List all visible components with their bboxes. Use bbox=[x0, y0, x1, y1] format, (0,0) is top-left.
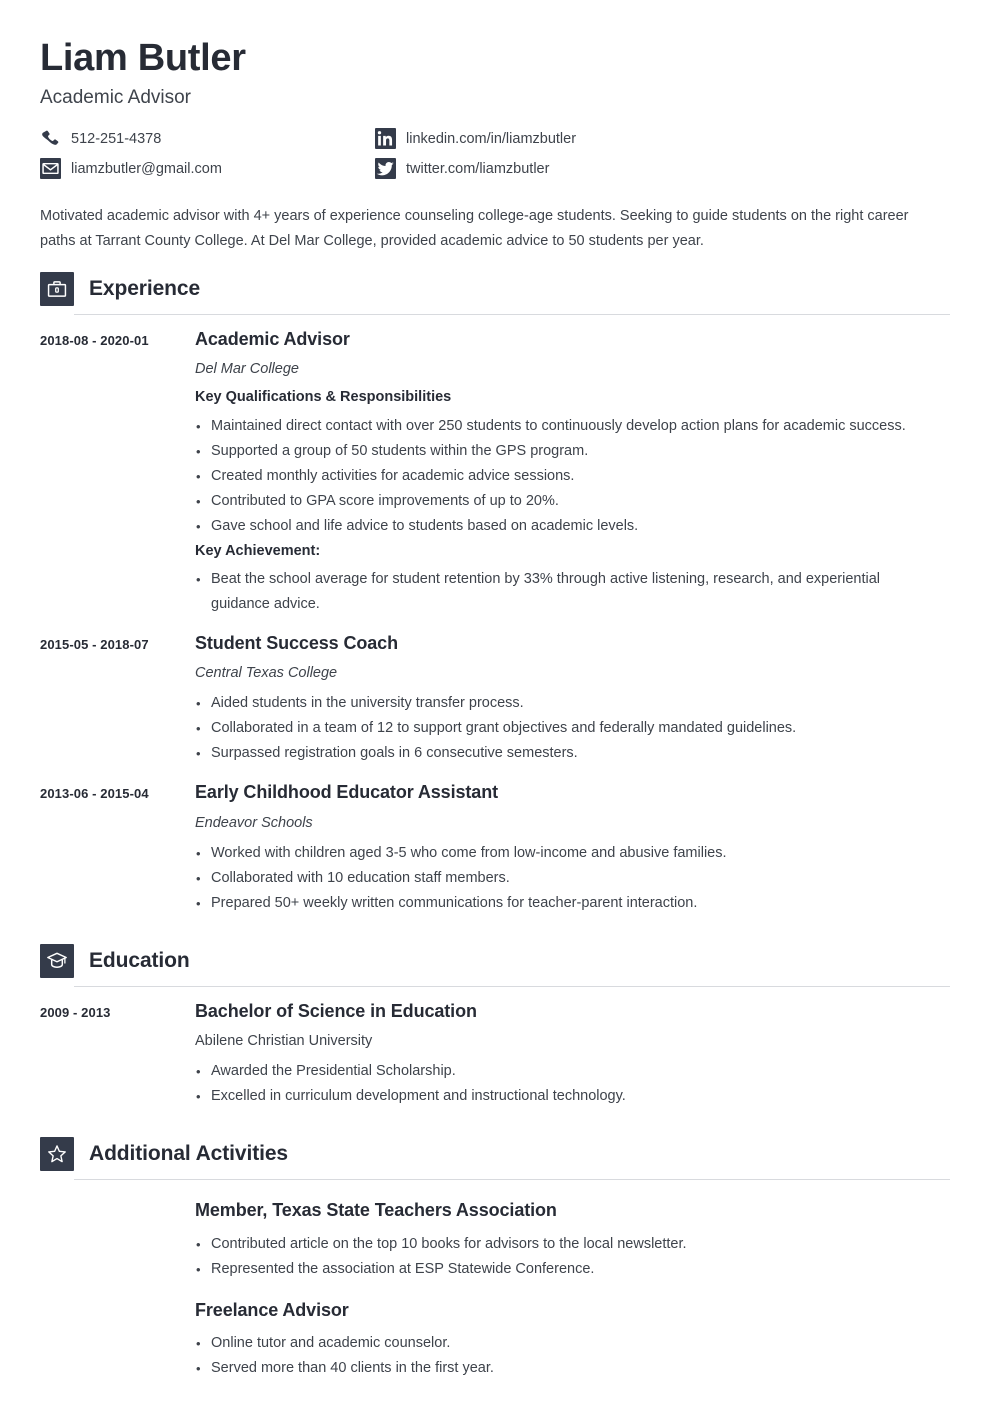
entry-bullet-list bbox=[195, 1059, 940, 1109]
entry-bullet-list bbox=[195, 414, 940, 539]
star-icon bbox=[40, 1137, 74, 1171]
contact-email[interactable] bbox=[40, 158, 375, 180]
list-item: • Contributed article on the top 10 books for advisors to the local newsletter. bbox=[195, 1232, 940, 1257]
entry-date: 2009 - 2013 bbox=[40, 1004, 111, 1020]
contact-info bbox=[40, 128, 950, 180]
entry-subheading-achievement: Key Achievement: bbox=[195, 542, 321, 559]
entry-bullet-list bbox=[195, 841, 940, 916]
professional-summary: Motivated academic advisor with 4+ years of experience counseling college-age students. Seeking to guide students on the right career paths at Tarrant County College. At Del Mar College, provided academic advice to 50 students per year. bbox=[40, 207, 909, 249]
list-item: • Maintained direct contact with over 250 students to continuously develop action plans for academic success. bbox=[195, 414, 940, 439]
entry-date: 2015-05 - 2018-07 bbox=[40, 636, 149, 652]
date-column-spacer bbox=[40, 1300, 195, 1384]
education-entry bbox=[40, 987, 950, 1111]
entry-title: Student Success Coach bbox=[195, 632, 398, 653]
list-item: • Collaborated with 10 education staff members. bbox=[195, 866, 940, 891]
contact-phone[interactable] bbox=[40, 128, 375, 150]
section-title-experience: Experience bbox=[89, 276, 201, 300]
entry-title: Member, Texas State Teachers Association bbox=[195, 1200, 557, 1221]
experience-entry bbox=[40, 619, 950, 768]
date-column-spacer bbox=[40, 1200, 195, 1284]
contact-twitter-text: twitter.com/liamzbutler bbox=[406, 160, 550, 177]
section-title-activities: Additional Activities bbox=[89, 1142, 288, 1166]
page-title: Liam Butler bbox=[40, 37, 246, 79]
experience-entry bbox=[40, 315, 950, 619]
list-item: • Worked with children aged 3-5 who come from low-income and abusive families. bbox=[195, 841, 940, 866]
entry-bullet-list bbox=[195, 1331, 940, 1381]
entry-subheading: Key Qualifications & Responsibilities bbox=[195, 389, 452, 406]
section-header-experience bbox=[40, 272, 950, 306]
list-item: • Beat the school average for student retention by 33% through active listening, research, and experiential guidance advice. bbox=[195, 567, 940, 617]
section-education bbox=[40, 944, 950, 1111]
contact-phone-text: 512-251-4378 bbox=[71, 130, 162, 147]
section-title-education: Education bbox=[89, 948, 190, 972]
contact-linkedin[interactable] bbox=[375, 128, 950, 150]
entry-organization: Del Mar College bbox=[195, 361, 299, 378]
entry-achievement-list bbox=[195, 567, 940, 617]
activity-entry bbox=[40, 1284, 950, 1384]
list-item: • Prepared 50+ weekly written communications for teacher-parent interaction. bbox=[195, 891, 940, 916]
entry-date: 2013-06 - 2015-04 bbox=[40, 786, 149, 802]
graduation-cap-icon bbox=[40, 944, 74, 978]
email-icon bbox=[40, 158, 61, 179]
activity-entry bbox=[40, 1180, 950, 1284]
list-item: • Online tutor and academic counselor. bbox=[195, 1331, 940, 1356]
section-header-activities bbox=[40, 1137, 950, 1171]
twitter-icon bbox=[375, 158, 396, 179]
entry-bullet-list bbox=[195, 691, 940, 766]
list-item: • Created monthly activities for academic advice sessions. bbox=[195, 464, 940, 489]
experience-entry bbox=[40, 768, 950, 917]
entry-title: Early Childhood Educator Assistant bbox=[195, 782, 498, 803]
phone-icon bbox=[40, 128, 61, 149]
entry-organization: Central Texas College bbox=[195, 665, 338, 682]
resume-header bbox=[40, 38, 950, 180]
section-activities bbox=[40, 1137, 950, 1383]
list-item: • Surpassed registration goals in 6 consecutive semesters. bbox=[195, 741, 940, 766]
list-item: • Collaborated in a team of 12 to support grant objectives and federally mandated guidelines. bbox=[195, 716, 940, 741]
section-header-education bbox=[40, 944, 950, 978]
contact-twitter[interactable] bbox=[375, 158, 950, 180]
job-title: Academic Advisor bbox=[40, 87, 192, 109]
list-item: • Supported a group of 50 students within the GPS program. bbox=[195, 439, 940, 464]
entry-title: Freelance Advisor bbox=[195, 1299, 349, 1320]
entry-organization: Endeavor Schools bbox=[195, 814, 313, 831]
list-item: • Aided students in the university transfer process. bbox=[195, 691, 940, 716]
briefcase-icon bbox=[40, 272, 74, 306]
entry-organization: Abilene Christian University bbox=[195, 1033, 373, 1050]
list-item: • Awarded the Presidential Scholarship. bbox=[195, 1059, 940, 1084]
list-item: • Represented the association at ESP Statewide Conference. bbox=[195, 1257, 940, 1282]
entry-title: Academic Advisor bbox=[195, 328, 350, 349]
entry-bullet-list bbox=[195, 1232, 940, 1282]
contact-linkedin-text: linkedin.com/in/liamzbutler bbox=[406, 130, 577, 147]
entry-title: Bachelor of Science in Education bbox=[195, 1000, 477, 1021]
list-item: • Served more than 40 clients in the first year. bbox=[195, 1356, 940, 1381]
linkedin-icon bbox=[375, 128, 396, 149]
list-item: • Excelled in curriculum development and instructional technology. bbox=[195, 1084, 940, 1109]
section-experience bbox=[40, 272, 950, 918]
list-item: • Gave school and life advice to students based on academic levels. bbox=[195, 514, 940, 539]
entry-date: 2018-08 - 2020-01 bbox=[40, 332, 149, 348]
contact-email-text: liamzbutler@gmail.com bbox=[71, 160, 222, 177]
list-item: • Contributed to GPA score improvements of up to 20%. bbox=[195, 489, 940, 514]
